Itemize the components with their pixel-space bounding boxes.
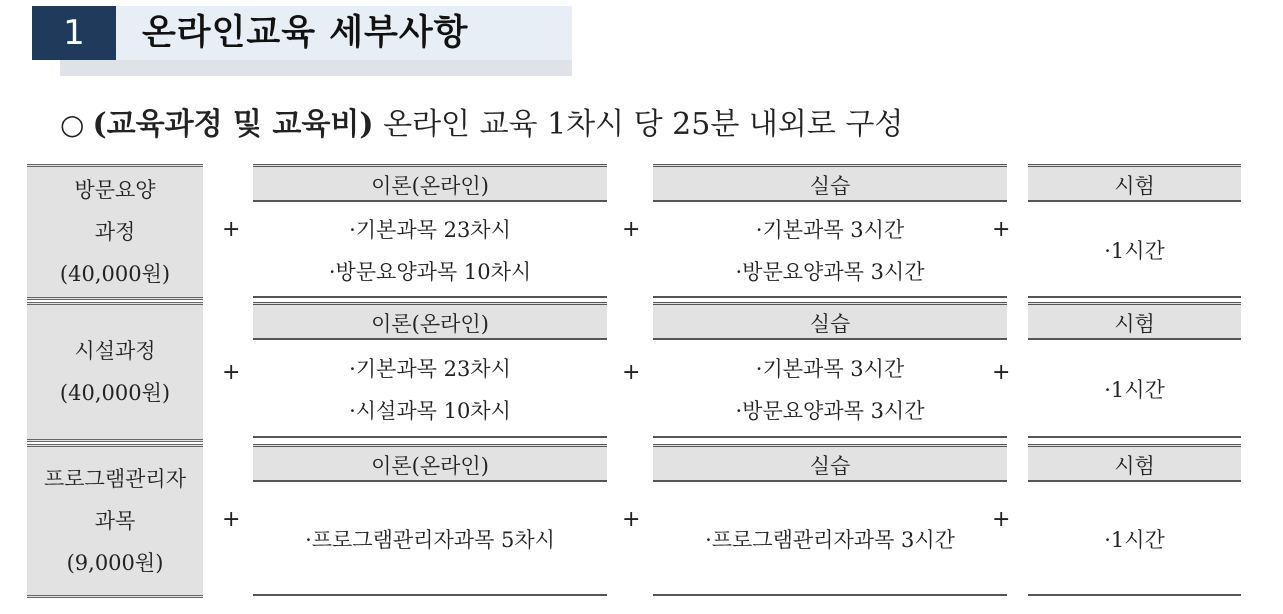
exam-header: 시험 xyxy=(1028,164,1241,202)
theory-content xyxy=(253,344,607,438)
practice-line: ·기본과목 3시간 xyxy=(755,218,905,242)
plus-sign: + xyxy=(222,217,241,242)
page-title: 온라인교육 세부사항 xyxy=(142,13,469,53)
course-name-line: 방문요양 xyxy=(74,178,156,202)
exam-content xyxy=(1028,344,1241,438)
plus-sign: + xyxy=(992,507,1011,532)
circle-bullet-icon: ○ xyxy=(60,108,85,141)
subtitle-text: 온라인 교육 1차시 당 25분 내외로 구성 xyxy=(373,107,904,142)
plus-sign: + xyxy=(622,507,641,532)
practice-content xyxy=(653,206,1007,298)
practice-header: 실습 xyxy=(653,164,1007,202)
exam-line: ·1시간 xyxy=(1104,378,1165,402)
course-name-line: 과정 xyxy=(94,220,136,244)
course-name-box xyxy=(27,164,203,300)
exam-content xyxy=(1028,486,1241,596)
exam-content xyxy=(1028,206,1241,298)
plus-sign: + xyxy=(222,360,241,385)
theory-line: ·프로그램관리자과목 5차시 xyxy=(305,528,555,552)
course-price: (40,000원) xyxy=(59,262,171,286)
plus-sign: + xyxy=(222,507,241,532)
course-name-line: 과목 xyxy=(94,509,136,533)
course-price: (9,000원) xyxy=(66,551,164,575)
course-name-box xyxy=(27,444,203,598)
theory-content xyxy=(253,486,607,596)
plus-sign: + xyxy=(622,360,641,385)
subtitle-emphasis: (교육과정 및 교육비) xyxy=(92,107,374,142)
exam-header: 시험 xyxy=(1028,444,1241,482)
plus-sign: + xyxy=(992,360,1011,385)
theory-line: ·기본과목 23차시 xyxy=(349,218,511,242)
plus-sign: + xyxy=(622,217,641,242)
exam-header: 시험 xyxy=(1028,302,1241,340)
practice-header: 실습 xyxy=(653,302,1007,340)
practice-line: ·프로그램관리자과목 3시간 xyxy=(705,528,955,552)
course-price: (40,000원) xyxy=(59,381,171,405)
theory-line: ·시설과목 10차시 xyxy=(349,399,511,423)
subtitle-line xyxy=(60,100,903,150)
practice-line: ·방문요양과목 3시간 xyxy=(735,260,925,284)
practice-line: ·기본과목 3시간 xyxy=(755,357,905,381)
course-name-line: 시설과정 xyxy=(74,339,156,363)
practice-content xyxy=(653,486,1007,596)
course-name-box xyxy=(27,302,203,442)
practice-header: 실습 xyxy=(653,444,1007,482)
plus-sign: + xyxy=(992,217,1011,242)
theory-content xyxy=(253,206,607,298)
course-name-line: 프로그램관리자 xyxy=(43,467,186,491)
section-number: 1 xyxy=(32,6,116,60)
theory-header: 이론(온라인) xyxy=(253,302,607,340)
exam-line: ·1시간 xyxy=(1104,528,1165,552)
theory-header: 이론(온라인) xyxy=(253,164,607,202)
theory-header: 이론(온라인) xyxy=(253,444,607,482)
exam-line: ·1시간 xyxy=(1104,239,1165,263)
practice-content xyxy=(653,344,1007,438)
theory-line: ·방문요양과목 10차시 xyxy=(328,260,532,284)
header-shadow xyxy=(60,60,572,76)
practice-line: ·방문요양과목 3시간 xyxy=(735,399,925,423)
theory-line: ·기본과목 23차시 xyxy=(349,357,511,381)
